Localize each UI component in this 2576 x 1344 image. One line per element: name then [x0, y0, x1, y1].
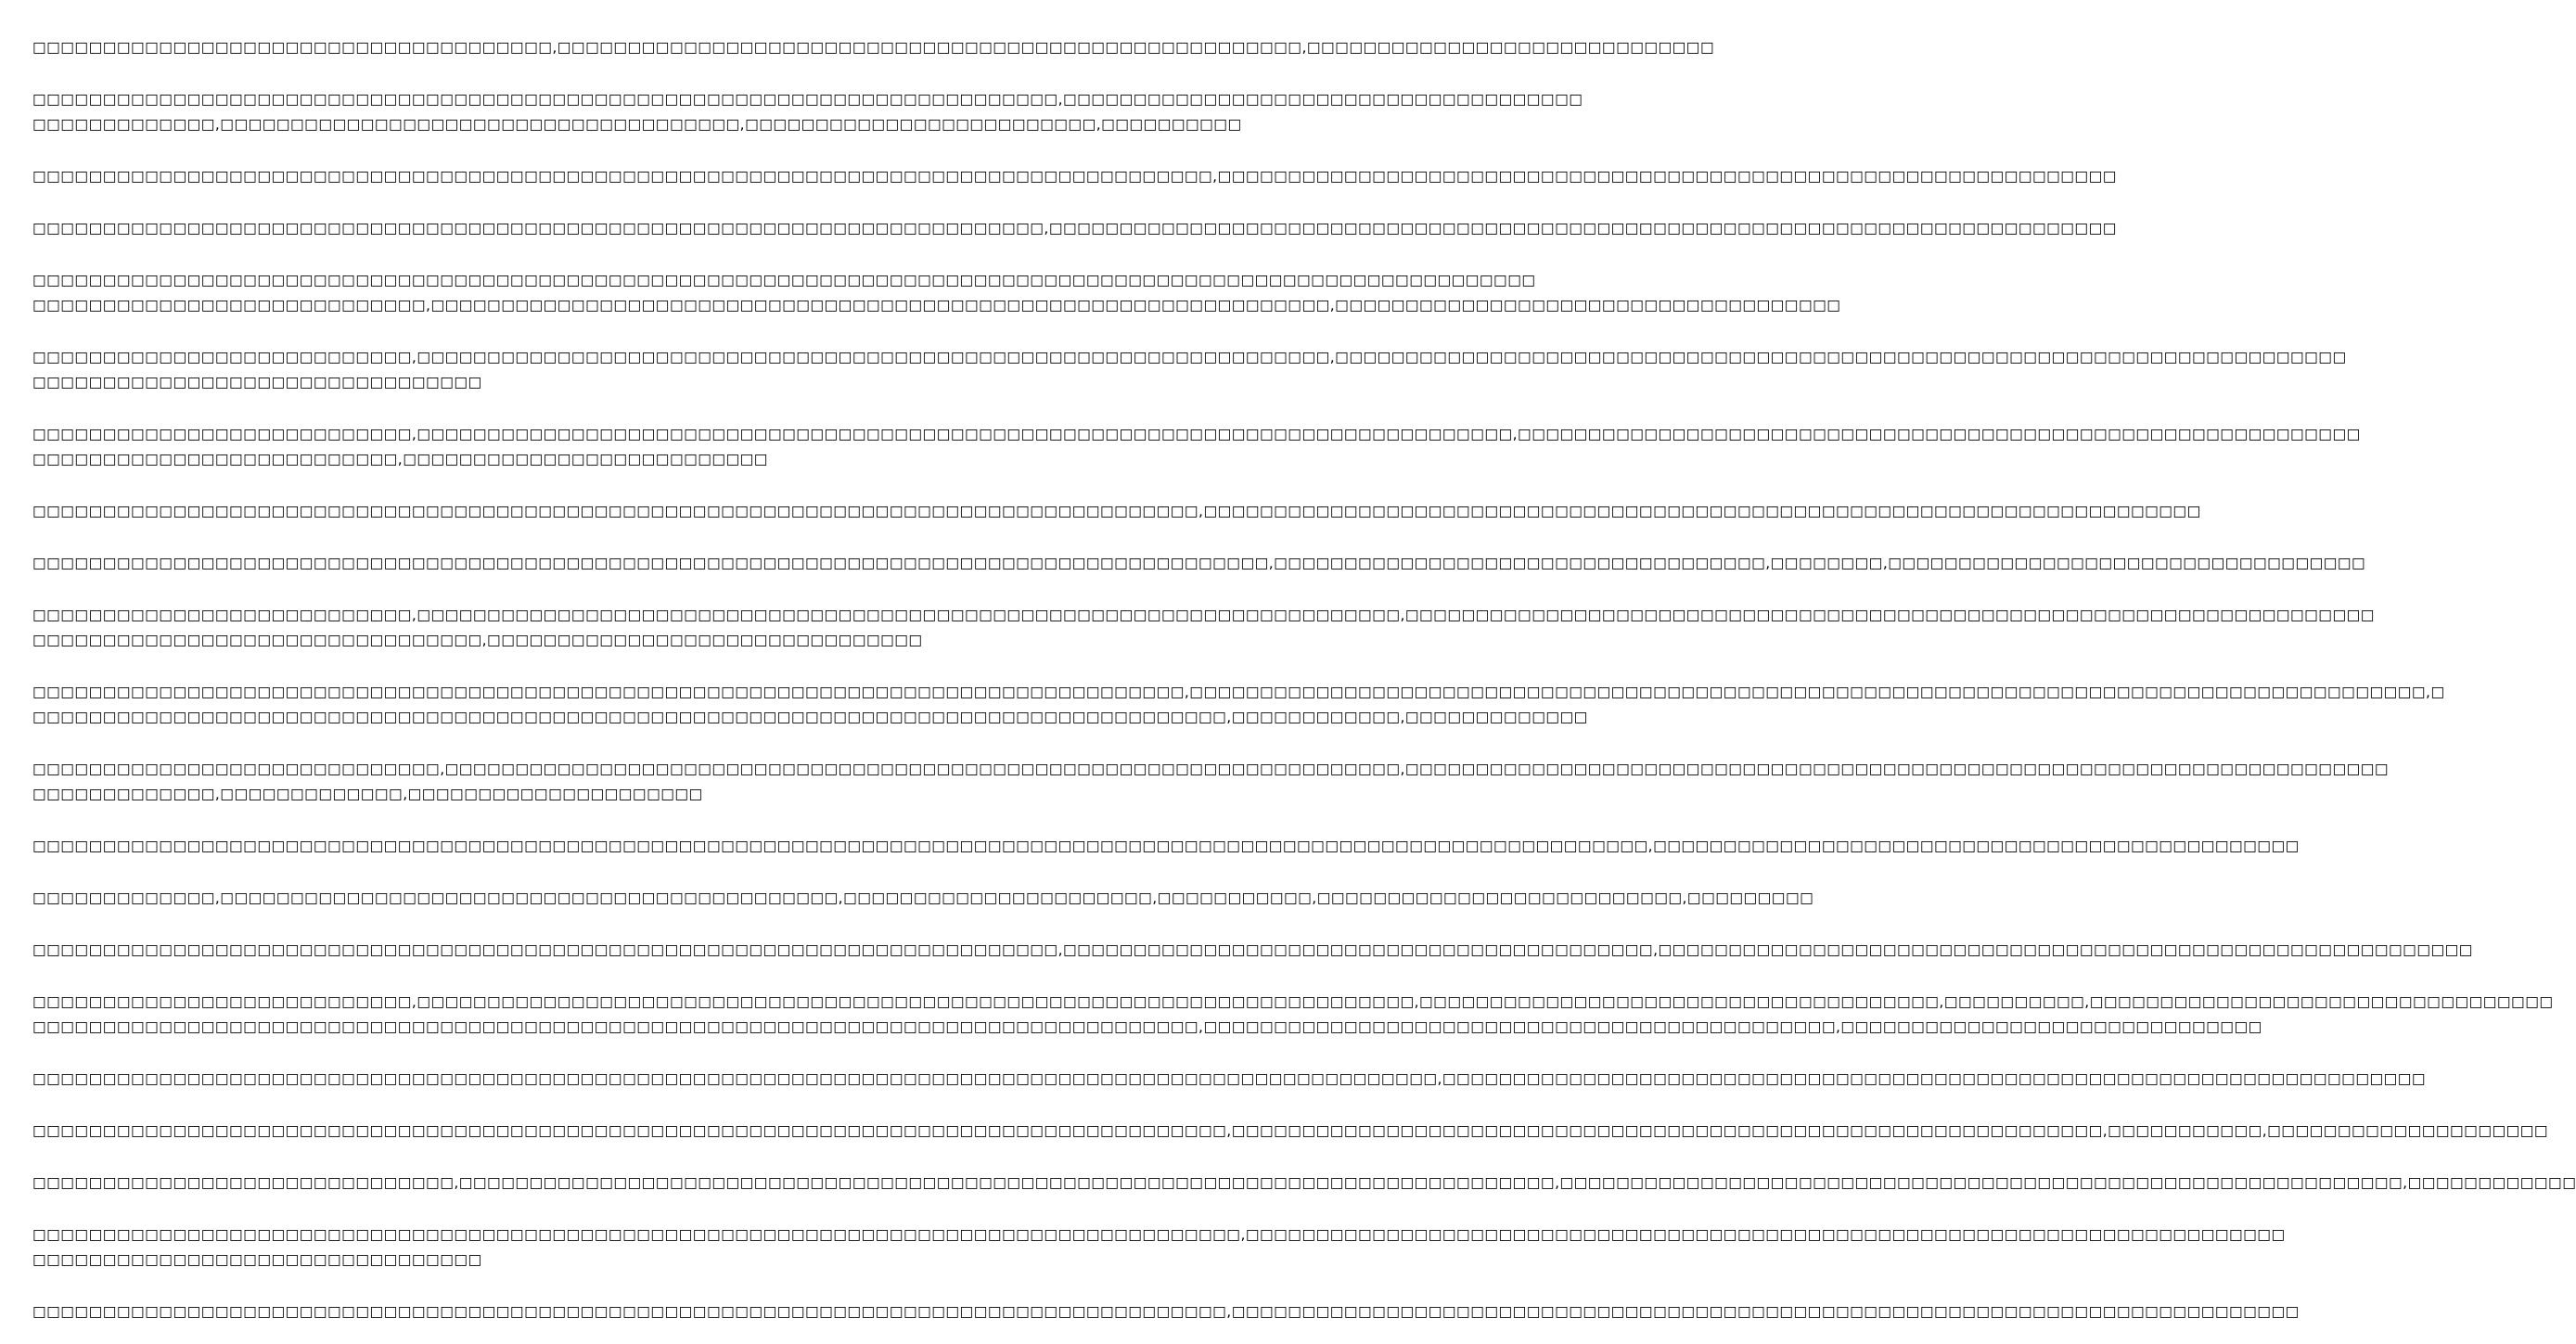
paragraph [32, 990, 2554, 1040]
text-line: □□□□□□□□□□□□□□□□□□□□□□□□□□□,□□□□□□□□□□□□□□□□□□□□□□□□□□□□□□□□□□□□□□□□□□□□□□□□□□□□□□□□□□□□□□□□□,□□□□□□□□□□□□□□□□□□□□□□□□□□□□□□□□□□□□□□□□□□□□□□□□□□□□□□□□□□□□□□□□□□□□□□□□ [32, 349, 2347, 365]
paragraph [32, 422, 2361, 472]
text-line: □□□□□□□□□□□□□□□□□□□□□□□□□□□□□□□□□□□□□□□□□□□□□□□□□□□□□□□□□□□□□□□□□□□□□□□□□□□□□□□□□□□,□□□□□□□□□□□□□□□□□□□□□□□□□□□□□□□□□□□□□□□□□□□□□□□□□□□□□□□□□□□□□□□□□□□□□□□ [32, 503, 2201, 519]
paragraph [32, 216, 2117, 241]
paragraph [32, 1067, 2427, 1092]
text-line: □□□□□□□□□□□□□□□□□□□□□□□□□□□□□□□□□□□□□□□□□□□□□□□□□□□□□□□□□□□□□□□□□□□□□□□□□□□□□□□□□□□□□□□□□□□□□□□□□□□□,□□□□□□□□□□□□□□□□□□□□□□□□□□□□□□□□□□□□□□□□□□□□□□□□□□□□□□□□□□□□□□□□□□□□□□ [32, 1070, 2427, 1087]
text-line: □□□□□□□□□□□□□□□□□□□□□□□□□□□□□□□□□□□□□□□□□□□□□□□□□□□□□□□□□□□□□□□□□□□□□□□□□□□□□□□□□□□□,□□□□□□□□□□□□□□□□□□□□□□□□□□□□□□□□□□□□□□□□□□□□□□□□□□□□□□□□□□□□□□□□ [32, 168, 2117, 185]
paragraph [32, 345, 2347, 395]
paragraph [32, 938, 2473, 963]
text-line: □□□□□□□□□□□□□□□□□□□□□□□□□□□,□□□□□□□□□□□□□□□□□□□□□□□□□□□□□□□□□□□□□□□□□□□□□□□□□□□□□□□□□□□□□□□□□□□□□□,□□□□□□□□□□□□□□□□□□□□□□□□□□□□□□□□□□□□□□□□□□□□□□□□□□□□□□□□□□□□□□□□□□□□□ [32, 607, 2375, 623]
text-line: □□□□□□□□□□□□□□□□□□□□□□□□□□□□□□□□□□□□□□□□□□□□□□□□□□□□□□□□□□□□□□□□□□□□□□□□□□□□□□□□□□□□□□□□,□□□□□□□□□□□□□□□□□□□□□□□□□□□□□□□□□□□,□□□□□□□□,□□□□□□□□□□□□□□□□□□□□□□□□□□□□□□□□□□ [32, 555, 2366, 571]
text-line: □□□□□□□□□□□□□□□□□□□□□□□□□□□□□□□□□□□□□,□□□□□□□□□□□□□□□□□□□□□□□□□□□□□□□□□□□□□□□□□□□□□□□□□□□□□,□□□□□□□□□□□□□□□□□□□□□□□□□□□□□ [32, 39, 1715, 56]
text-line: □□□□□□□□□□□□□,□□□□□□□□□□□□□,□□□□□□□□□□□□□□□□□□□□□ [32, 786, 703, 802]
text-line: □□□□□□□□□□□□□□□□□□□□□□□□□□□□□□□□□□□□□□□□□□□□□□□□□□□□□□□□□□□□□□□□□□□□□□□□□□□□□□□□□□□□□,□□□□□□□□□□□□,□□□□□□□□□□□□□ [32, 709, 1588, 725]
paragraph [32, 87, 1583, 137]
paragraph [32, 834, 2300, 859]
paragraph [32, 1222, 2286, 1273]
text-line: □□□□□□□□□□□□□□□□□□□□□□□□□□□,□□□□□□□□□□□□□□□□□□□□□□□□□□□□□□□□□□□□□□□□□□□□□□□□□□□□□□□□□□□□□□□□□□□□□□□□□□□□□□,□□□□□□□□□□□□□□□□□□□□□□□□□□□□□□□□□□□□□□□□□□□□□□□□□□□□□□□□□□□□ [32, 426, 2361, 442]
text-line: □□□□□□□□□□□□□□□□□□□□□□□□□□□□□□□□□□□□□□□□□□□□□□□□□□□□□□□□□□□□□□□□□□□□□□□□□□□□□□□□□□□□□□□□□□□□□□□□□□□□□□□□□□□□□□□□□□□,□□□□□□□□□□□□□□□□□□□□□□□□□□□□□□□□□□□□□□□□□□□□□□ [32, 838, 2300, 854]
text-line: □□□□□□□□□□□□□□□□□□□□□□□□□□□□□□□□□□□□□□□□□□□□□□□□□□□□□□□□□□□□□□□□□□□□□□□□□,□□□□□□□□□□□□□□□□□□□□□□□□□□□□□□□□□□□□□ [32, 91, 1583, 108]
text-line: □□□□□□□□□□□□□□□□□□□□□□□□□□□□□□□□ [32, 1251, 482, 1268]
paragraph [32, 603, 2375, 653]
paragraph [32, 1299, 2300, 1325]
paragraph [32, 1171, 2576, 1196]
text-line: □□□□□□□□□□□□□□□□□□□□□□□□□□□□□□□□ [32, 374, 482, 390]
text-line: □□□□□□□□□□□□□□□□□□□□□□□□□□□□□,□□□□□□□□□□□□□□□□□□□□□□□□□□□□□□□□□□□□□□□□□□□□□□□□□□□□□□□□□□□□□□□□□□□□,□□□□□□□□□□□□□□□□□□□□□□□□□□□□□□□□□□□□□□□□□□□□□□□□□□□□□□□□□□□□□□□□□□□□□□ [32, 761, 2390, 777]
text-line: □□□□□□□□□□□□□□□□□□□□□□□□□□□□□□□□□□□□□□□□□□□□□□□□□□□□□□□□□□□□□□□□□□□□□□□□,□□□□□□□□□□□□□□□□□□□□□□□□□□□□□□□□□□□□□□□□□□□□□□□□□□□□□□□□□□□□□□□□□□□□□□□□□□□□ [32, 220, 2117, 237]
text-line: □□□□□□□□□□□□□□□□□□□□□□□□□□□□□□□□,□□□□□□□□□□□□□□□□□□□□□□□□□□□□□□□ [32, 632, 923, 648]
text-line: □□□□□□□□□□□□□□□□□□□□□□□□□□□□□□□□□□□□□□□□□□□□□□□□□□□□□□□□□□□□□□□□□□□□□□□□□□□□□□□□□□,□□□□□□□□□□□□□□□□□□□□□□□□□□□□□□□□□□□□□□□□□□□□□□□□□□□□□□□□□□□□□□□□□□□□□□□□□□□□□□□□□□□□□□□□,□ [32, 684, 2445, 700]
text-line: □□□□□□□□□□□□□□□□□□□□□□□□□□□□□□□□□□□□□□□□□□□□□□□□□□□□□□□□□□□□□□□□□□□□□□□□□,□□□□□□□□□□□□□□□□□□□□□□□□□□□□□□□□□□□□□□□□□□,□□□□□□□□□□□□□□□□□□□□□□□□□□□□□□□□□□□□□□□□□□□□□□□□□□□□□□□□□□ [32, 941, 2473, 958]
text-line: □□□□□□□□□□□□□□□□□□□□□□□□□□□□□□□□□□□□□□□□□□□□□□□□□□□□□□□□□□□□□□□□□□□□□□□□□□□□□□□□□□□□□,□□□□□□□□□□□□□□□□□□□□□□□□□□□□□□□□□□□□□□□□□□□□□□□□□□□□□□□□□□□□□□□□□□□□□□□□□□□□ [32, 1303, 2300, 1320]
paragraph [32, 268, 1841, 318]
paragraph [32, 499, 2201, 524]
text-line: □□□□□□□□□□□□□□□□□□□□□□□□□□□□□□□□□□□□□□□□□□□□□□□□□□□□□□□□□□□□□□□□□□□□□□□□□□□□□□□□□□□□□□,□□□□□□□□□□□□□□□□□□□□□□□□□□□□□□□□□□□□□□□□□□□□□□□□□□□□□□□□□□□□□□□□□□□□□□□□□□ [32, 1226, 2286, 1243]
text-line: □□□□□□□□□□□□□□□□□□□□□□□□□□□□□□,□□□□□□□□□□□□□□□□□□□□□□□□□□□□□□□□□□□□□□□□□□□□□□□□□□□□□□□□□□□□□□□□□□□□□□□□□□□□□□,□□□□□□□□□□□□□□□□□□□□□□□□□□□□□□□□□□□□□□□□□□□□□□□□□□□□□□□□□□□□,□□□□□□□□□□□□ [32, 1174, 2576, 1191]
text-line: □□□□□□□□□□□□□□□□□□□□□□□□□□□□□□□□□□□□□□□□□□□□□□□□□□□□□□□□□□□□□□□□□□□□□□□□□□□□□□□□□□□□□□□□□□□□□□□□□□□□□□□□□□□ [32, 272, 1536, 288]
paragraph [32, 551, 2366, 576]
text-line: □□□□□□□□□□□□□□□□□□□□□□□□□□,□□□□□□□□□□□□□□□□□□□□□□□□□□ [32, 451, 768, 467]
paragraph [32, 757, 2390, 807]
paragraph [32, 35, 1715, 60]
paragraph [32, 886, 1814, 911]
text-line: □□□□□□□□□□□□□□□□□□□□□□□□□□□□,□□□□□□□□□□□□□□□□□□□□□□□□□□□□□□□□□□□□□□□□□□□□□□□□□□□□□□□□□□□□□□□□,□□□□□□□□□□□□□□□□□□□□□□□□□□□□□□□□□□□□ [32, 297, 1841, 314]
text-line: □□□□□□□□□□□□□□□□□□□□□□□□□□□,□□□□□□□□□□□□□□□□□□□□□□□□□□□□□□□□□□□□□□□□□□□□□□□□□□□□□□□□□□□□□□□□□□□□□□□,□□□□□□□□□□□□□□□□□□□□□□□□□□□□□□□□□□□□□,□□□□□□□□□□,□□□□□□□□□□□□□□□□□□□□□□□□□□□□□□□□□ [32, 993, 2554, 1010]
paragraph [32, 164, 2117, 189]
text-line: □□□□□□□□□□□□□□□□□□□□□□□□□□□□□□□□□□□□□□□□□□□□□□□□□□□□□□□□□□□□□□□□□□□□□□□□□□□□□□□□□□□,□□□□□□□□□□□□□□□□□□□□□□□□□□□□□□□□□□□□□□□□□□□□□,□□□□□□□□□□□□□□□□□□□□□□□□□□□□□□ [32, 1018, 2262, 1035]
paragraph [32, 680, 2445, 730]
text-line: □□□□□□□□□□□□□,□□□□□□□□□□□□□□□□□□□□□□□□□□□□□□□□□□□□□,□□□□□□□□□□□□□□□□□□□□□□□□□,□□□□□□□□□□ [32, 116, 1242, 133]
text-line: □□□□□□□□□□□□□,□□□□□□□□□□□□□□□□□□□□□□□□□□□□□□□□□□□□□□□□□□□□,□□□□□□□□□□□□□□□□□□□□□□,□□□□□□□□□□□,□□□□□□□□□□□□□□□□□□□□□□□□□□,□□□□□□□□□ [32, 890, 1814, 906]
paragraph [32, 1119, 2549, 1144]
text-line: □□□□□□□□□□□□□□□□□□□□□□□□□□□□□□□□□□□□□□□□□□□□□□□□□□□□□□□□□□□□□□□□□□□□□□□□□□□□□□□□□□□□□,□□□□□□□□□□□□□□□□□□□□□□□□□□□□□□□□□□□□□□□□□□□□□□□□□□□□□□□□□□□□□□,□□□□□□□□□□□,□□□□□□□□□□□□□□□□□□□□ [32, 1122, 2549, 1139]
